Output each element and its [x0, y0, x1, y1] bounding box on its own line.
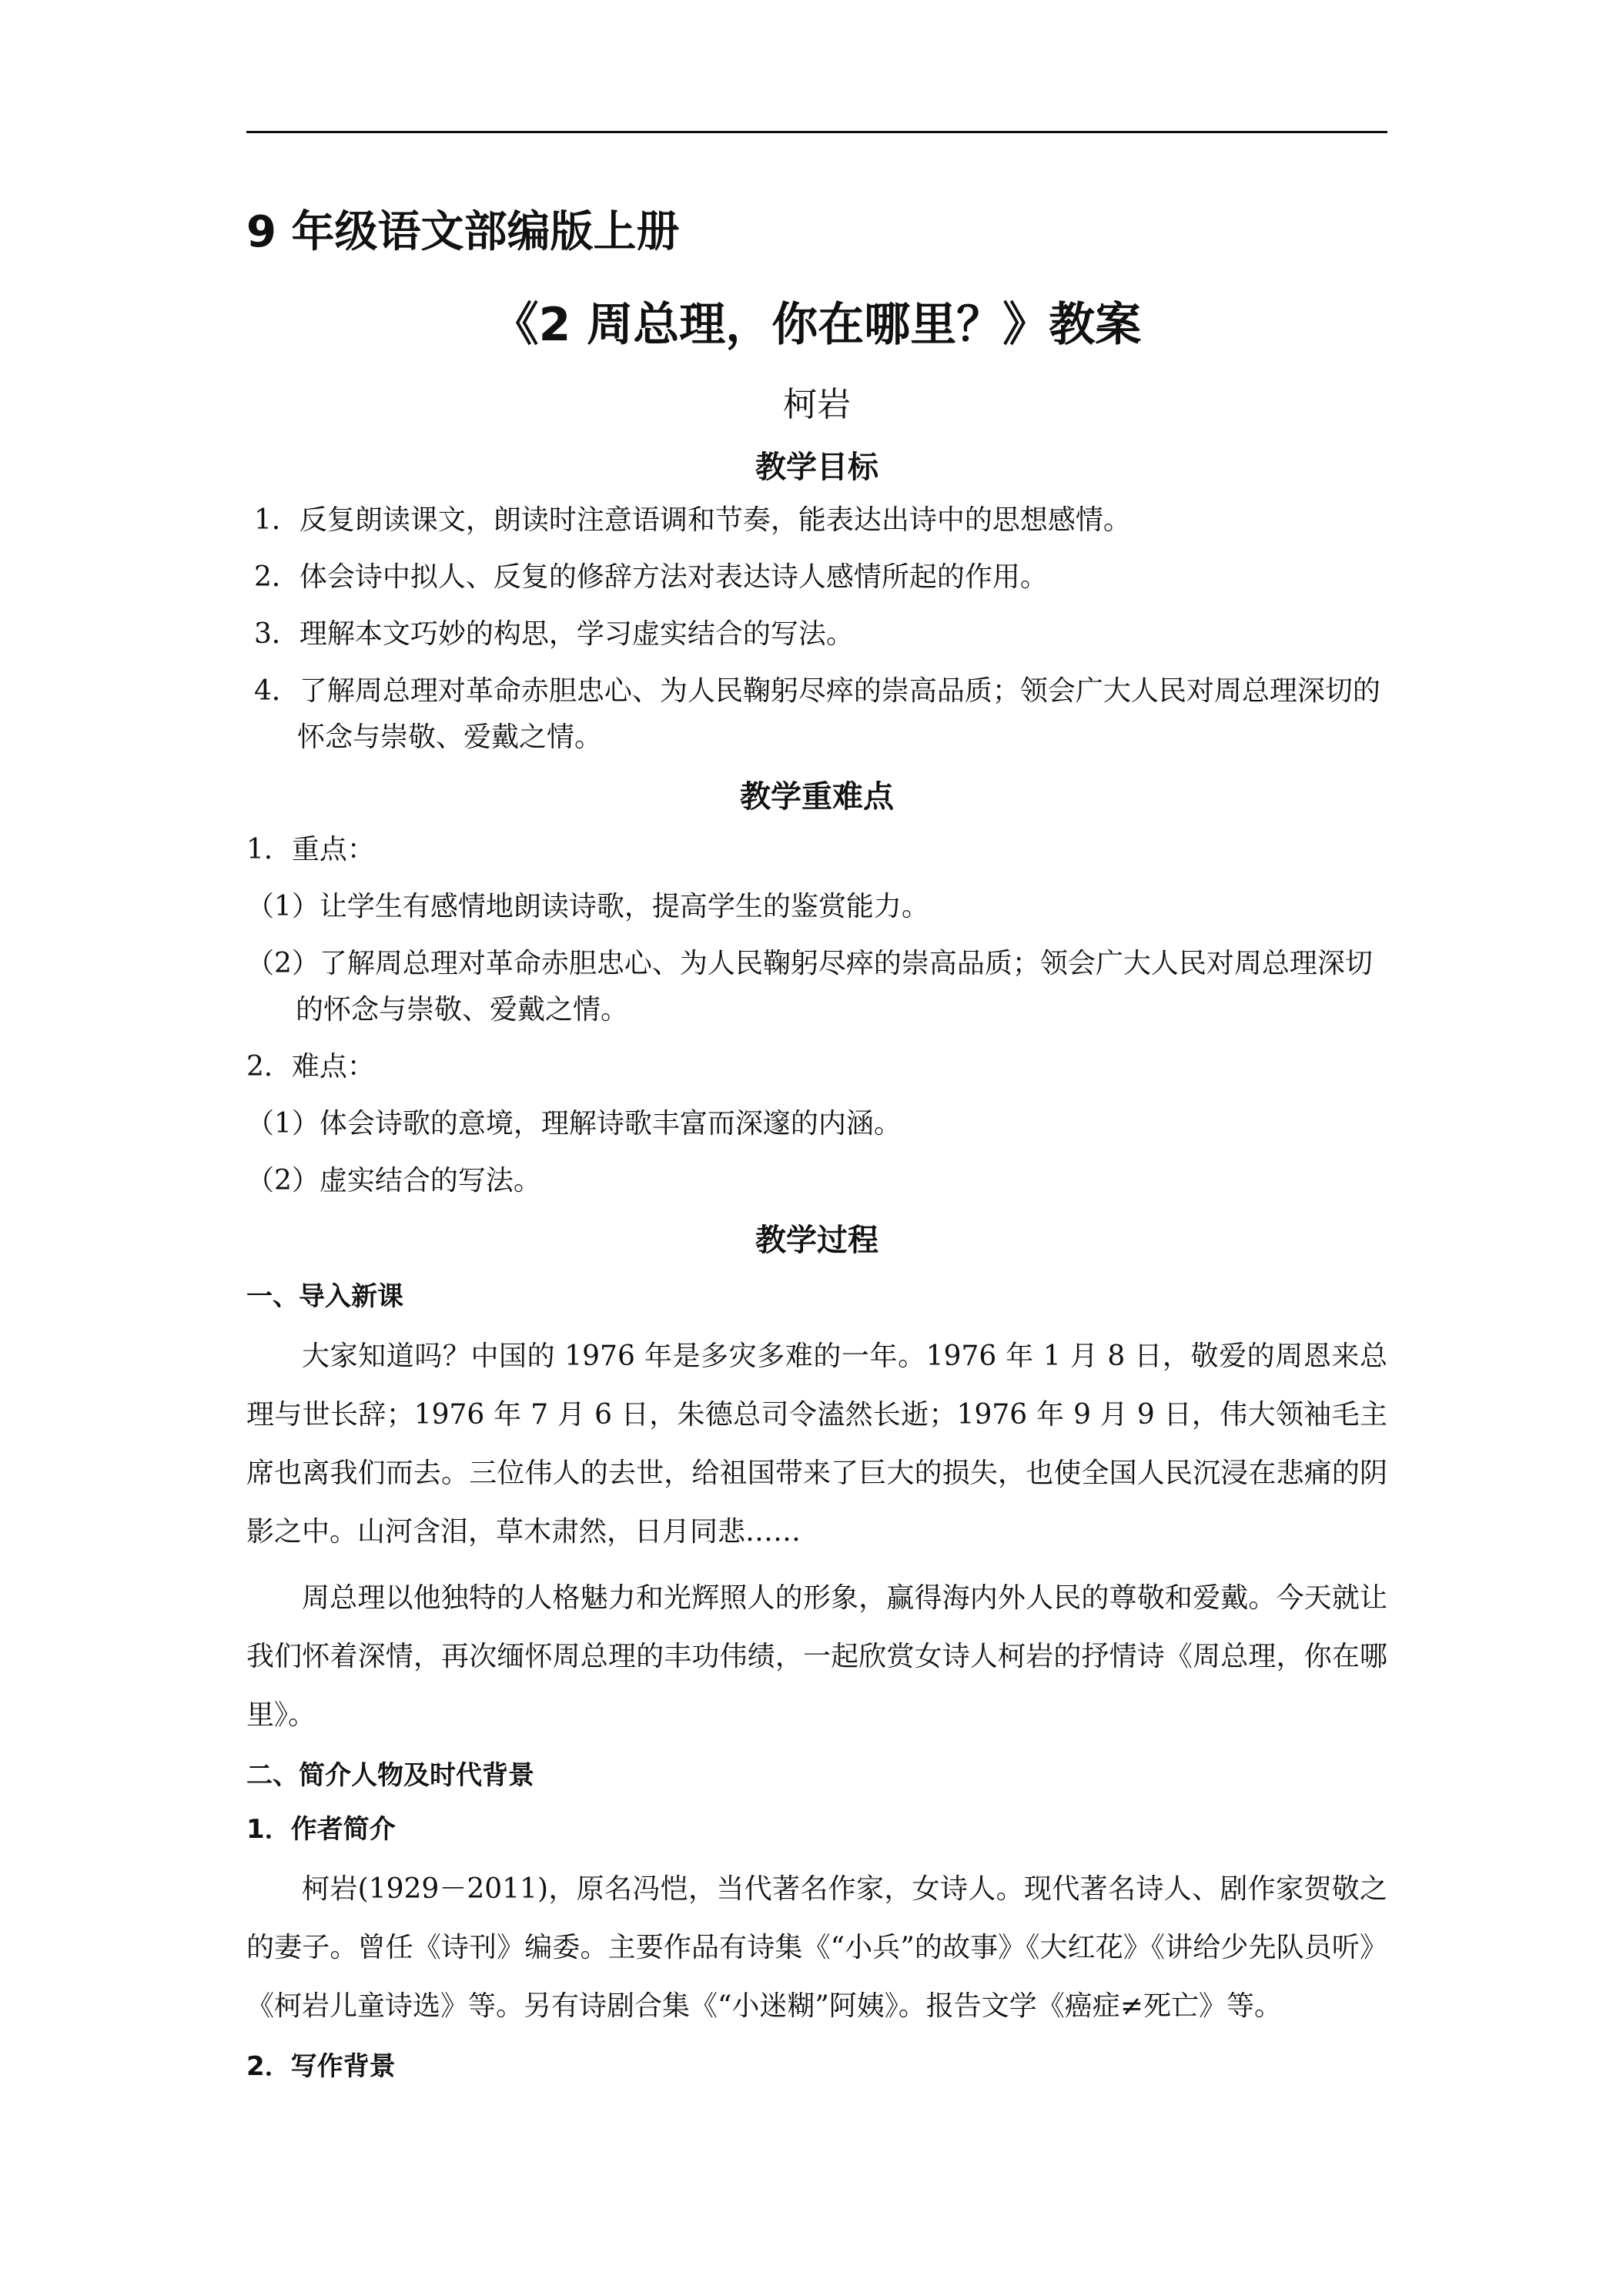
focus-item: （1）让学生有感情地朗读诗歌，提高学生的鉴赏能力。 [246, 891, 929, 922]
document-title-lesson: 《2 周总理，你在哪里？》教案 [492, 298, 1142, 352]
focus-label: 1．重点： [246, 834, 375, 865]
difficulty-label: 2．难点： [246, 1051, 375, 1083]
objectives-heading: 教学目标 [755, 449, 878, 485]
document-title-grade: 9 年级语文部编版上册 [246, 207, 680, 257]
difficulty-item: （1）体会诗歌的意境，理解诗歌丰富而深邃的内涵。 [246, 1108, 902, 1140]
objective-item: 3．理解本文巧妙的构思，学习虚实结合的写法。 [254, 618, 854, 650]
intro-paragraph: 周总理以他独特的人格魅力和光辉照人的形象，赢得海内外人民的尊敬和爱戴。今天就让我们怀着深情，再次缅怀周总理的丰功伟绩，一起欣赏女诗人柯岩的抒情诗《周总理，你在哪里》。 [246, 1582, 1387, 1731]
author-intro-heading: 1．作者简介 [246, 1814, 396, 1845]
objective-item: 4．了解周总理对革命赤胆忠心、为人民鞠躬尽瘁的崇高品质；领会广大人民对周总理深切的怀念与崇敬、爱戴之情。 [254, 675, 1380, 753]
objective-item: 1．反复朗读课文，朗读时注意语调和节奏，能表达出诗中的思想感情。 [254, 504, 1131, 536]
difficulty-item: （2）虚实结合的写法。 [246, 1165, 541, 1197]
intro-paragraph: 大家知道吗？中国的 1976 年是多灾多难的一年。1976 年 1 月 8 日，敬爱的周恩来总理与世长辞；1976 年 7 月 6 日，朱德总司令溘然长逝；1976 年 9 月 9 日，伟大领袖毛主席也离我们而去。三位伟人的去世，给祖国带来了巨大的损失，也使全国人民沉浸在悲痛的阴影之中。山河含泪，草木肃然，日月同悲…… [246, 1340, 1387, 1548]
focus-item: （2）了解周总理对革命赤胆忠心、为人民鞠躬尽瘁的崇高品质；领会广大人民对周总理深切的怀念与崇敬、爱戴之情。 [246, 948, 1373, 1026]
objective-item: 2．体会诗中拟人、反复的修辞方法对表达诗人感情所起的作用。 [254, 561, 1048, 593]
document-body [246, 202, 1387, 2097]
author-intro-paragraph: 柯岩(1929－2011)，原名冯恺，当代著名作家，女诗人。现代著名诗人、剧作家贺敬之的妻子。曾任《诗刊》编委。主要作品有诗集《“小兵”的故事》《大红花》《讲给少先队员听》《柯岩儿童诗选》等。另有诗剧合集《“小迷糊”阿姨》。报告文学《癌症≠死亡》等。 [246, 1873, 1387, 2022]
key-points-heading: 教学重难点 [740, 778, 894, 815]
process-heading: 教学过程 [755, 1222, 878, 1258]
writing-background-heading: 2．写作背景 [246, 2051, 396, 2082]
author-name: 柯岩 [783, 385, 851, 424]
background-section-heading: 二、简介人物及时代背景 [246, 1760, 534, 1791]
intro-heading: 一、导入新课 [246, 1281, 403, 1312]
header-rule [246, 131, 1387, 133]
